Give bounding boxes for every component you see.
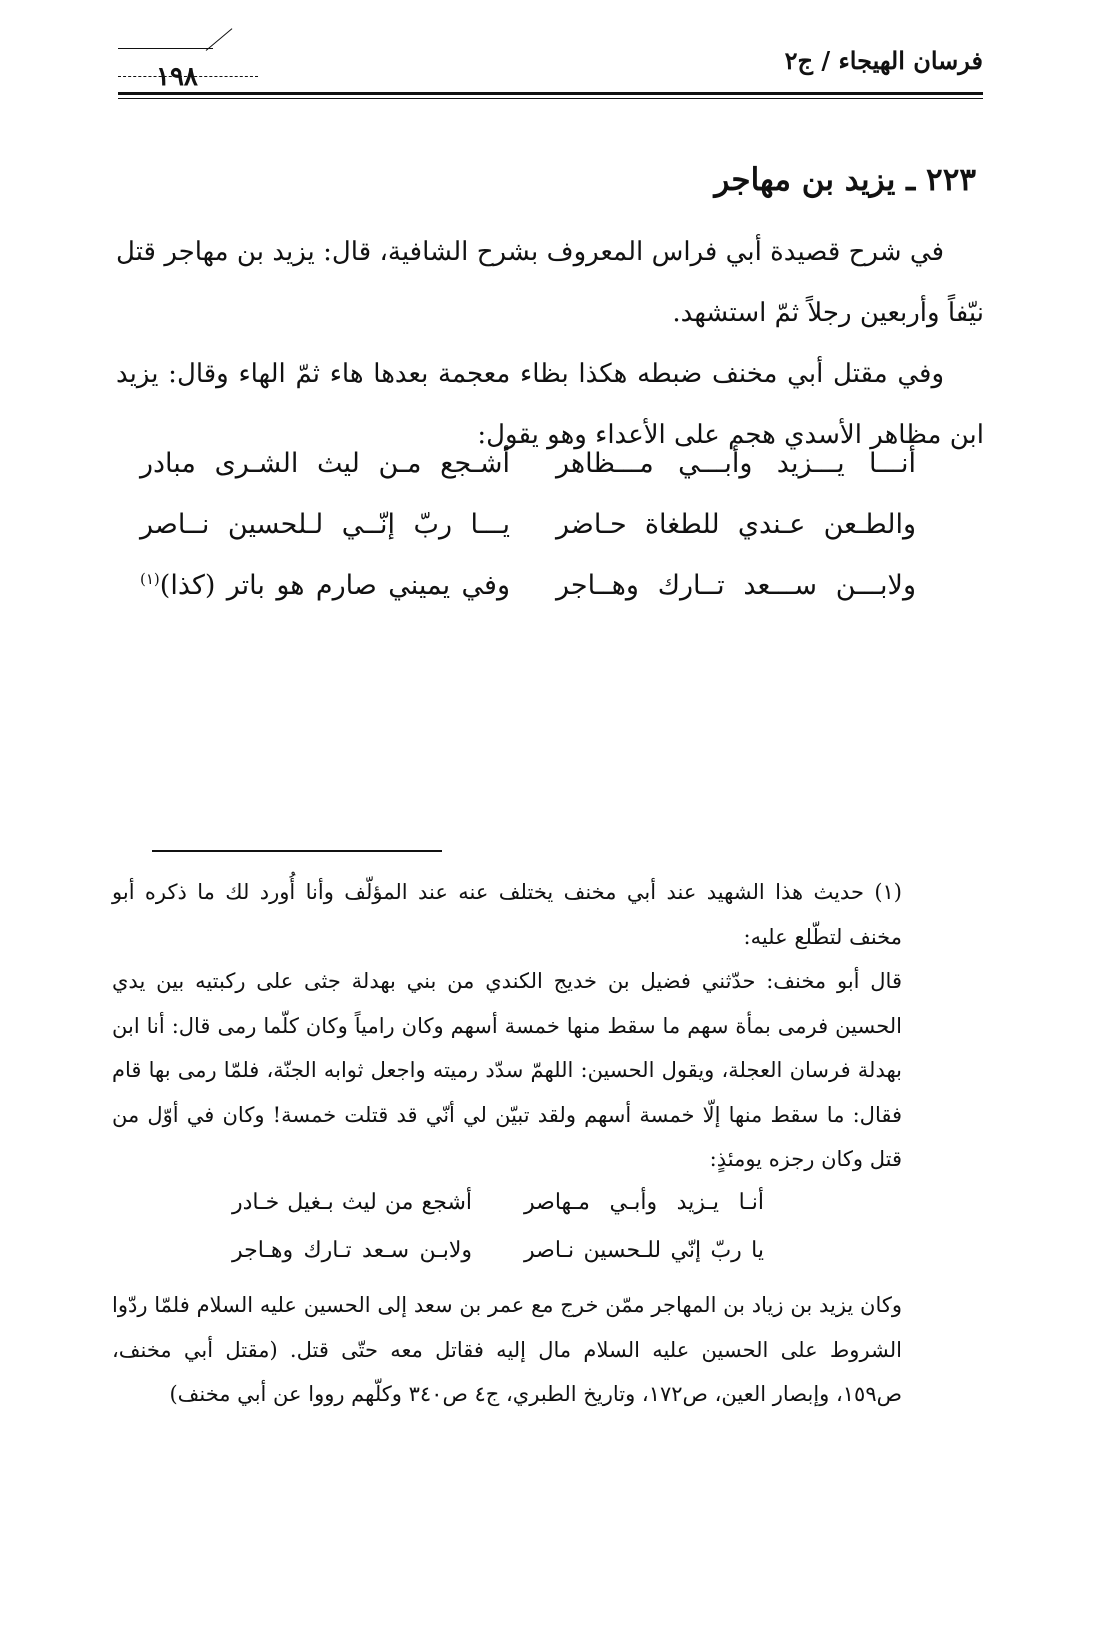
- paragraph: وفي مقتل أبي مخنف ضبطه هكذا بظاء معجمة بعدها هاء ثمّ الهاء وقال: يزيد ابن مظاهر الأسدي هجم على الأعداء وهو يقول:: [116, 359, 984, 450]
- main-text: [116, 222, 984, 466]
- verse-second-half: ولابـن سـعد تـارك وهـاجر: [232, 1238, 472, 1263]
- footnote-text: [112, 870, 902, 1182]
- verse-line: [140, 570, 916, 631]
- verse-second-half: [140, 570, 510, 601]
- poem: [140, 448, 916, 631]
- verse-line: [140, 448, 916, 509]
- paragraph: في شرح قصيدة أبي فراس المعروف بشرح الشافية، قال: يزيد بن مهاجر قتل نيّفاً وأربعين رجلاً ثمّ استشهد.: [116, 237, 984, 328]
- verse-first-half: أنـــا يـــزيد وأبـــي مـــظاهر: [556, 448, 916, 479]
- entry-heading: ٢٢٣ ـ يزيد بن مهاجر: [714, 162, 976, 198]
- header-rule-thin: [118, 98, 983, 99]
- header-deco-line: [118, 48, 213, 49]
- footnote-closing: [112, 1283, 902, 1417]
- verse-second-half: أشـجع مـن ليث الشـرى مبادر: [140, 448, 510, 479]
- footnote-marker: (١): [140, 570, 160, 588]
- running-title: فرسان الهيجاء / ج٢: [784, 46, 983, 75]
- footnote-poem: [232, 1190, 764, 1286]
- header-rule-thick: [118, 92, 983, 95]
- footnote-body: قال أبو مخنف: حدّثني فضيل بن خديج الكندي من بني بهدلة جثى على ركبتيه بين يدي الحسين فرمى بمأة سهم ما سقط منها خمسة أسهم وكان رامياً وكان كلّما رمى قال: أنا ابن بهدلة فرسان العجلة، ويقول الحسين: اللهمّ سدّد رميته واجعل ثوابه الجنّة، فلمّا رمى بها قام فقال: ما سقط منها إلّا خمسة أسهم ولقد تبيّن لي أنّي قد قتلت خمسة! وكان في أوّل من قتل وكان رجزه يومئذٍ:: [112, 969, 902, 1171]
- header-slash: [206, 28, 233, 51]
- header-dashed-line: [118, 76, 258, 77]
- footnote-verse-line: [232, 1238, 764, 1286]
- verse-first-half: والطـعن عـندي للطغاة حـاضر: [556, 509, 916, 540]
- footnote-verse-line: [232, 1190, 764, 1238]
- verse-second-half: يـــا ربّ إنّــي لـلحسين نــاصر: [140, 509, 510, 540]
- verse-second-text: وفي يميني صارم هو باتر (كذا): [159, 570, 510, 601]
- verse-first-half: يا ربّ إنّي للـحسين نـاصر: [524, 1238, 764, 1263]
- footnote-closing-text: وكان يزيد بن زياد بن المهاجر ممّن خرج مع عمر بن سعد إلى الحسين عليه السلام فلمّا ردّوا الشروط على الحسين عليه السلام مال إليه فقاتل معه حتّى قتل. (مقتل أبي مخنف، ص١٥٩، وإبصار العين، ص١٧٢، وتاريخ الطبري، ج٤ ص٣٤٠ وكلّهم رووا عن أبي مخنف): [112, 1293, 902, 1406]
- verse-first-half: ولابـــن ســـعد تــارك وهــاجر: [556, 570, 916, 601]
- page-header: [118, 36, 983, 106]
- page-number: ١٩٨: [156, 62, 198, 92]
- verse-line: [140, 509, 916, 570]
- verse-second-half: أشجع من ليث بـغيل خـادر: [232, 1190, 472, 1215]
- footnote-intro: (١) حديث هذا الشهيد عند أبي مخنف يختلف عنه عند المؤلّف وأنا أُورد لك ما ذكره أبو مخنف لتطّلع عليه:: [112, 880, 902, 949]
- verse-first-half: أنـا يـزيد وأبـي مـهاصر: [524, 1190, 764, 1215]
- footnote-separator: [152, 850, 442, 852]
